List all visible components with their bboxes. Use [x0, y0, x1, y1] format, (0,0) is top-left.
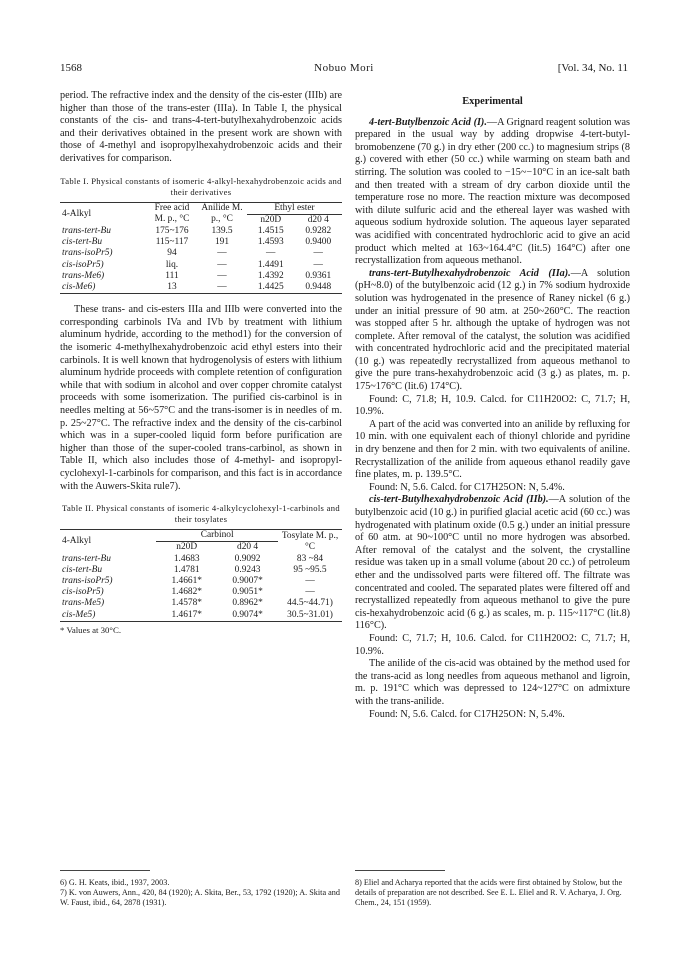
table-cell-alkyl: cis-isoPr5) [62, 587, 104, 598]
table-cell-n: 1.4425 [257, 281, 284, 292]
table-cell-tos: 44.5~44.71) [287, 598, 333, 609]
table-cell-n: 1.4578* [171, 598, 202, 609]
section-heading: Experimental [462, 96, 523, 107]
table-cell-n: 1.4593 [257, 237, 284, 248]
table-cell-tos: 83 ~84 [296, 553, 324, 564]
col-density: d20 4 [237, 542, 259, 553]
paragraph: A part of the acid was converted into an anilide by refluxing for 10 min. with one equivalent each of thionyl chloride and pyridine in dry benzene and then for 2 min. with two equivalents of aniline. Recrystallization of the anilide from aqueous ethanol readily gave fine plates, m. p. 139.5°C. [355, 418, 630, 481]
table-cell-alkyl: cis-tert-Bu [62, 564, 103, 575]
table-cell-tos: — [305, 587, 315, 598]
table-cell-d: — [313, 248, 323, 259]
table-header-row [60, 202, 342, 214]
table-row [60, 260, 342, 271]
footnote-divider [355, 870, 445, 871]
table-2 [60, 529, 342, 622]
table-cell-d: 0.9051* [232, 587, 263, 598]
table-cell-alkyl: trans-isoPr5) [62, 575, 113, 586]
table-2-body [60, 554, 342, 622]
col-ethyl-ester: Ethyl ester [247, 202, 342, 214]
table-row [60, 598, 342, 609]
paragraph: period. The refractive index and the density of the cis-ester (IIIb) are higher than those of the trans-ester (IIIa). In Table I, the physical constants of the cis- and trans-4-tert-butylhexahydrobenzoic acids and their derivatives obtained in the present work are shown with those of 4-methyl and isopropylhexahydrobenzoic acids and their derivatives for comparison. [60, 90, 342, 164]
analysis-result: Found: N, 5.6. Calcd. for C17H25ON: N, 5.4%. [369, 481, 565, 493]
table-cell-free: 111 [165, 270, 179, 281]
table-cell-d: 0.9092 [234, 553, 261, 564]
table-cell-free: 115~117 [155, 237, 189, 248]
table-cell-n: 1.4661* [171, 575, 202, 586]
paragraph: The anilide of the cis-acid was obtained by the method used for the trans-acid as long needles from aqueous methanol and ligroin, m. p. 191°C which was depressed to 124~127°C on admixture with the trans-anilide. [355, 658, 630, 707]
table-1 [60, 202, 342, 295]
table-cell-free: 94 [167, 248, 177, 259]
table-cell-d: 0.9361 [305, 270, 332, 281]
table-1-caption: Table I. Physical constants of isomeric 4-alkyl-hexahydrobenzoic acids and their derivatives [60, 175, 342, 197]
table-cell-d: 0.9074* [232, 609, 263, 620]
table-row [60, 271, 342, 282]
analysis-result: Found: C, 71.7; H, 10.6. Calcd. for C11H20O2: C, 71.7; H, 10.9%. [355, 632, 630, 657]
analysis-result: Found: N, 5.6. Calcd. for C17H25ON: N, 5.4%. [369, 708, 565, 720]
table-cell-free: 175~176 [155, 225, 189, 236]
table-cell-alkyl: trans-tert-Bu [62, 225, 111, 236]
col-anilide: Anilide M. p., °C [201, 203, 243, 225]
table-cell-n: 1.4682* [171, 587, 202, 598]
table-cell-anilide: — [217, 259, 227, 270]
paragraph: 4-tert-Butylbenzoic Acid (I).—A Grignard reagent solution was prepared in the usual way by adding dropwise 4-tert-butyl-bromobenzene (70 g.) in dry ether (200 cc.) to magnesium strips (8 g.) covered with ether (50 cc.) while warming on steam bath and stirring. The solution was cooled to −15~−10°C in an ice-salt bath and then treated with a stream of dry carbon dioxide until the temperature rose no more. The reaction mixture was decomposed with dilute sulfuric acid and the ethereal layer was washed with aqueous sodium hydroxide solution. The aqueous layer separated was acidified with concentrated hydrochloric acid to give an acid product which melted at 163~164.4°C (lit.5) 164°C) after one recrystallization from aqueous methanol. [355, 116, 630, 267]
subheading: cis-tert-Butylhexahydrobenzoic Acid (IIb). [369, 494, 549, 506]
running-header [60, 62, 628, 76]
col-carbinol: Carbinol [156, 530, 278, 542]
table-cell-anilide: — [217, 270, 227, 281]
col-refractive-index: n20D [260, 214, 282, 225]
table-cell-tos: 30.5~31.01) [287, 609, 333, 620]
table-2-note: * Values at 30°C. [60, 624, 122, 635]
table-cell-n: — [266, 248, 276, 259]
table-cell-d: 0.9243 [234, 564, 261, 575]
table-cell-alkyl: trans-Me5) [62, 598, 105, 609]
table-cell-anilide: 191 [214, 237, 230, 248]
paragraph: These trans- and cis-esters IIIa and IIIb were converted into the corresponding carbinols IVa and IVb by treatment with lithium aluminum hydride, according to the method1) for the conversion of the isomeric 4-methylhexahydrobenzoic acid ethyl esters into their carbinols. It is well known that hydrogenolysis of esters with lithium aluminum hydride proceeds with complete retention of configuration while that with sodium in alcohol and over copper chromite catalyst proceeds with some isomerization. The purified cis-carbinol is in needles melting at 56~57°C and the trans-isomer is in needles of m. p. 25~27°C. The refractive index and the density of the cis-carbinol which was in a super-cooled liquid form before purification are higher than those of the super-cooled trans-carbinol, as shown in Table II, which also includes those of 4-methyl- and isopropyl-cyclohexyl-1-carbinols for comparison, and this fact is in accordance with the Auwers-Skita rule7). [60, 304, 342, 492]
table-row [60, 576, 342, 587]
author-name: Nobuo Mori [314, 62, 374, 74]
table-row [60, 237, 342, 248]
table-cell-d: 0.9400 [305, 237, 332, 248]
table-cell-n: 1.4392 [257, 270, 284, 281]
table-cell-anilide: 139.5 [211, 225, 233, 236]
table-cell-d: 0.8962* [232, 598, 263, 609]
footnote: 6) G. H. Keats, ibid., 1937, 2003. [60, 878, 170, 887]
table-row [60, 565, 342, 576]
table-cell-anilide: — [217, 248, 227, 259]
analysis-result: Found: C, 71.8; H, 10.9. Calcd. for C11H20O2: C, 71.7; H, 10.9%. [355, 393, 630, 418]
table-cell-alkyl: cis-isoPr5) [62, 259, 104, 270]
col-tosylate: Tosylate M. p., °C [281, 530, 339, 552]
paragraph: trans-tert-Butylhexahydrobenzoic Acid (IIa).—A solution (pH~8.0) of the butylbenzoic acid (12 g.) in 7% sodium hydroxide solution was hydrogenated in the presence of Raney nickel (6 g.) under an initial pressure of 90 atm. at 250~260°C. The reaction was stopped after 5 hr. although the uptake of hydrogen was not complete. After removal of the catalyst, the solution was acidified with concentrated hydrochloric acid and the precipitated material (10 g.) was repeatedly recrystallized from aqueous methanol to give the pure trans-hexahydrobenzoic acid (3 g.) as plates, m. p. 175~176°C (lit.6) 174°C). [355, 267, 630, 393]
table-row [60, 226, 342, 237]
table-cell-alkyl: cis-tert-Bu [62, 237, 103, 248]
table-row [60, 587, 342, 598]
table-cell-n: 1.4683 [173, 553, 200, 564]
table-cell-d: 0.9007* [232, 575, 263, 586]
table-row [60, 554, 342, 565]
table-row [60, 282, 342, 294]
table-cell-alkyl: trans-tert-Bu [62, 553, 111, 564]
table-cell-n: 1.4781 [173, 564, 200, 575]
table-cell-tos: — [305, 575, 315, 586]
subheading: trans-tert-Butylhexahydrobenzoic Acid (IIa). [369, 267, 571, 279]
footnotes-right [355, 878, 630, 909]
table-cell-tos: 95 ~95.5 [293, 564, 327, 575]
table-cell-n: 1.4617* [171, 609, 202, 620]
table-cell-free: liq. [165, 259, 179, 270]
table-cell-alkyl: trans-Me6) [62, 270, 105, 281]
table-cell-alkyl: trans-isoPr5) [62, 248, 113, 259]
table-cell-alkyl: cis-Me6) [62, 281, 96, 292]
volume-info: [Vol. 34, No. 11 [557, 62, 628, 74]
subheading: 4-tert-Butylbenzoic Acid (I). [369, 116, 487, 128]
col-refractive-index: n20D [176, 542, 198, 553]
footnote: 7) K. von Auwers, Ann., 420, 84 (1920); A. Skita, Ber., 53, 1792 (1920); A. Skita and W. Faust, ibid., 64, 2878 (1931). [60, 888, 340, 908]
table-cell-n: 1.4515 [257, 225, 284, 236]
footnote: 8) Eliel and Acharya reported that the acids were first obtained by Stolow, but the details of preparation are not described. See E. L. Eliel and R. V. Acharya, J. Org. Chem., 24, 151 (1959). [355, 878, 623, 908]
paragraph: cis-tert-Butylhexahydrobenzoic Acid (IIb).—A solution of the butylbenzoic acid (10 g.) in purified glacial acetic acid (60 cc.) was hydrogenated with platinum oxide (0.5 g.) under an initial pressure of 60 atm. at 90~100°C until no more hydrogen was absorbed. After removal of the catalyst and the solvent, the crystalline residue was taken up in a small volume (about 20 cc.) of petroleum ether and the undissolved parts were filtered off. The filtrate was concentrated and cooled. The separated plates were filtered off and recrystallized repeatedly from aqueous methanol to give the pure cis-hexahydrobenzoic acid (6 g.) as scales, m. p. 115~117°C (lit.8) 116°C). [355, 494, 630, 632]
right-column [355, 90, 630, 721]
table-cell-free: 13 [167, 281, 177, 292]
table-1-body [60, 226, 342, 294]
col-alkyl: 4-Alkyl [62, 208, 92, 219]
table-2-caption: Table II. Physical constants of isomeric 4-alkylcyclohexyl-1-carbinols and their tosylates [62, 503, 340, 525]
left-column [60, 90, 342, 636]
table-cell-d: — [313, 259, 323, 270]
table-cell-anilide: — [217, 281, 227, 292]
table-cell-alkyl: cis-Me5) [62, 609, 96, 620]
col-free-acid: Free acid M. p., °C [154, 203, 190, 225]
col-alkyl: 4-Alkyl [62, 536, 92, 547]
table-cell-d: 0.9448 [305, 281, 332, 292]
table-row [60, 610, 342, 622]
footnote-divider [60, 870, 150, 871]
page-number: 1568 [60, 62, 82, 74]
footnotes-left [60, 878, 342, 909]
table-cell-n: 1.4491 [257, 259, 284, 270]
table-row [60, 248, 342, 259]
table-cell-d: 0.9282 [305, 225, 332, 236]
table-header-row [60, 530, 342, 542]
col-density: d20 4 [307, 214, 329, 225]
